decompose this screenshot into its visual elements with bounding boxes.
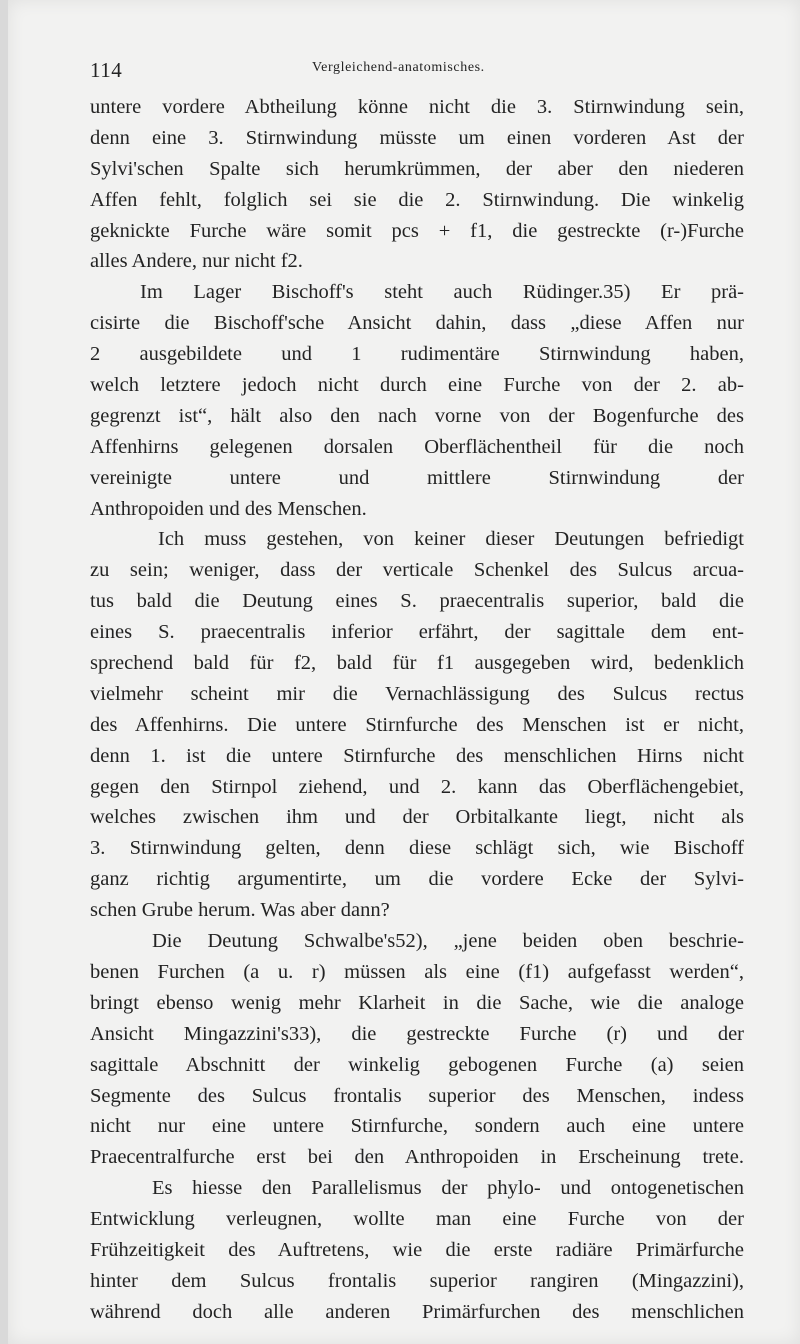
text-line: Entwicklung verleugnen, wollte man eine Furche von der — [90, 1208, 744, 1231]
text-line: Ich muss gestehen, von keiner dieser Deutungen befriedigt — [158, 528, 744, 551]
text-line: welches zwischen ihm und der Orbitalkante liegt, nicht als — [90, 806, 744, 829]
text-line: Anthropoiden und des Menschen. — [90, 497, 367, 520]
text-line: des Affenhirns. Die untere Stirnfurche des Menschen ist er nicht, — [90, 713, 744, 736]
text-line: geknickte Furche wäre somit pcs + f1, die gestreckte (r-)Furche — [90, 219, 744, 242]
text-line: denn 1. ist die untere Stirnfurche des menschlichen Hirns nicht — [90, 744, 744, 767]
text-line: Es hiesse den Parallelismus der phylo- und ontogenetischen — [152, 1177, 744, 1200]
text-line: 2 ausgebildete und 1 rudimentäre Stirnwindung haben, — [90, 343, 744, 366]
text-line: Ansicht Mingazzini's33), die gestreckte Furche (r) und der — [90, 1022, 744, 1045]
text-line: Im Lager Bischoff's steht auch Rüdinger.35) Er prä- — [140, 281, 744, 304]
text-line: cisirte die Bischoff'sche Ansicht dahin, dass „diese Affen nur — [90, 312, 744, 335]
text-line: 3. Stirnwindung gelten, denn diese schlägt sich, wie Bischoff — [90, 837, 744, 860]
text-line: während doch alle anderen Primärfurchen des menschlichen — [90, 1300, 744, 1323]
text-line: sprechend bald für f2, bald für f1 ausgegeben wird, bedenklich — [90, 652, 744, 675]
book-page — [8, 0, 800, 1344]
text-line: hinter dem Sulcus frontalis superior rangiren (Mingazzini), — [90, 1269, 744, 1292]
text-line: gegrenzt ist“, hält also den nach vorne von der Bogenfurche des — [90, 404, 744, 427]
text-line: Die Deutung Schwalbe's52), „jene beiden oben beschrie- — [152, 930, 744, 953]
text-line: Affenhirns gelegenen dorsalen Oberflächentheil für die noch — [90, 435, 744, 458]
text-line: nicht nur eine untere Stirnfurche, sondern auch eine untere — [90, 1115, 744, 1138]
text-line: Frühzeitigkeit des Auftretens, wie die erste radiäre Primärfurche — [90, 1238, 744, 1261]
page-number: 114 — [90, 58, 123, 82]
text-line: vielmehr scheint mir die Vernachlässigung des Sulcus rectus — [90, 682, 744, 705]
running-title: Vergleichend-anatomisches. — [312, 60, 485, 75]
text-line: denn eine 3. Stirnwindung müsste um einen vorderen Ast der — [90, 126, 744, 149]
text-line: Praecentralfurche erst bei den Anthropoiden in Erscheinung trete. — [90, 1146, 744, 1169]
text-line: Segmente des Sulcus frontalis superior des Menschen, indess — [90, 1084, 744, 1107]
text-line: welch letztere jedoch nicht durch eine Furche von der 2. ab- — [90, 374, 744, 397]
body-text — [90, 92, 744, 1328]
text-line: bringt ebenso wenig mehr Klarheit in die Sache, wie die analoge — [90, 991, 744, 1014]
text-line: untere vordere Abtheilung könne nicht die 3. Stirnwindung sein, — [90, 96, 744, 118]
text-line: sagittale Abschnitt der winkelig gebogenen Furche (a) seien — [90, 1053, 744, 1076]
text-line: ganz richtig argumentirte, um die vordere Ecke der Sylvi- — [90, 868, 744, 891]
text-line: alles Andere, nur nicht f2. — [90, 250, 303, 273]
text-line: Sylvi'schen Spalte sich herumkrümmen, der aber den niederen — [90, 157, 744, 180]
text-line: Affen fehlt, folglich sei sie die 2. Stirnwindung. Die winkelig — [90, 188, 744, 211]
text-line: schen Grube herum. Was aber dann? — [90, 899, 390, 922]
text-line: eines S. praecentralis inferior erfährt, der sagittale dem ent- — [90, 621, 744, 644]
text-line: tus bald die Deutung eines S. praecentralis superior, bald die — [90, 590, 744, 613]
text-line: zu sein; weniger, dass der verticale Schenkel des Sulcus arcua- — [90, 559, 744, 582]
text-line: gegen den Stirnpol ziehend, und 2. kann das Oberflächengebiet, — [90, 775, 744, 798]
text-line: benen Furchen (a u. r) müssen als eine (f1) aufgefasst werden“, — [90, 960, 744, 983]
text-line: vereinigte untere und mittlere Stirnwindung der — [90, 466, 744, 489]
